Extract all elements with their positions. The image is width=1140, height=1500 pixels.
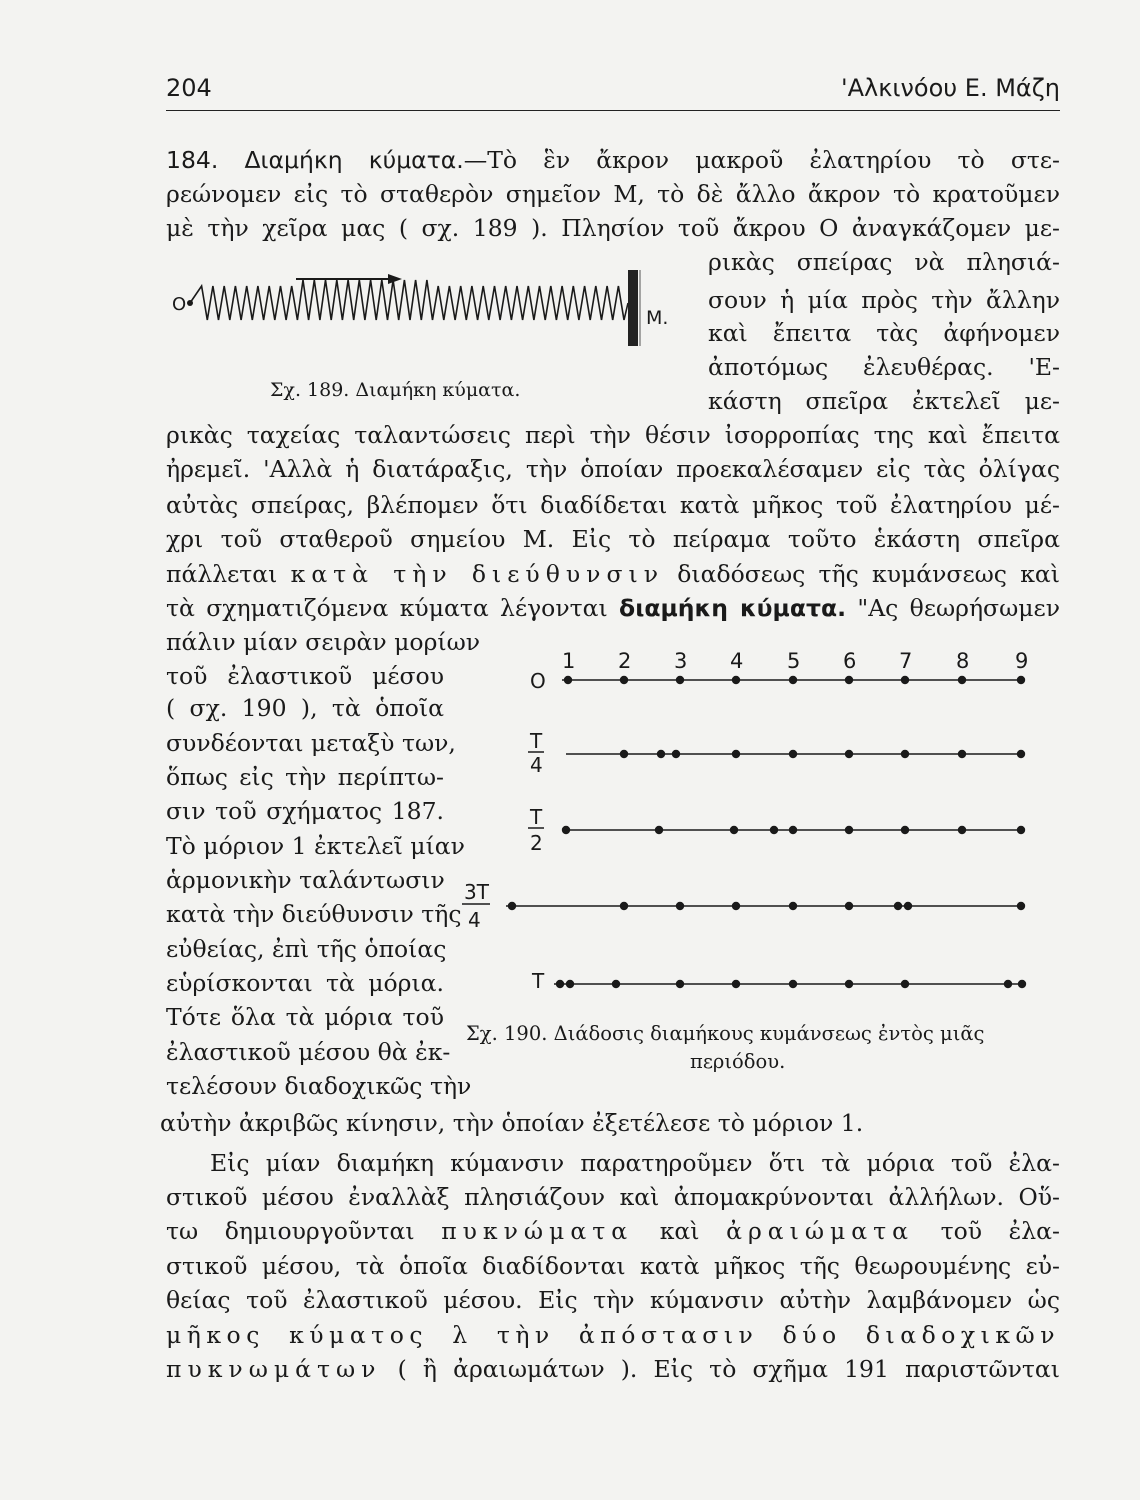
text-line [166, 591, 1060, 625]
row-label-t2-den: 2 [530, 831, 543, 855]
particle-dot [845, 902, 853, 910]
figure-189-caption: Σχ. 189. Διαμήκη κύματα. [270, 379, 521, 401]
particle-number-8: 8 [956, 649, 970, 673]
particle-dot [508, 902, 516, 910]
particle-dot [789, 902, 797, 910]
particle-dot [958, 750, 966, 758]
row-label-o: O [530, 669, 546, 693]
particle-dot [732, 750, 740, 758]
particle-dot [789, 676, 797, 684]
section-title: Διαμήκη κύματα. [244, 146, 464, 174]
text-span: "Ας θεωρήσωμεν [857, 594, 1060, 622]
particle-dot [789, 750, 797, 758]
text-line: θείας τοῦ ἐλαστικοῦ μέσου. Εἰς τὴν κύμανσιν αὐτὴν λαμβάνομεν ὡς [166, 1286, 1060, 1314]
text-span: καὶ [659, 1217, 700, 1245]
particle-dot [1017, 750, 1025, 758]
text-line [166, 1352, 1060, 1386]
particle-dot [620, 902, 628, 910]
spaced-emphasis: πυκνωμάτων [166, 1355, 382, 1383]
row-label-t4-den: 4 [530, 753, 543, 777]
particle-rows [506, 676, 1026, 988]
particle-dot [732, 676, 740, 684]
particle-dot [566, 980, 574, 988]
bold-term: διαμήκη κύματα. [619, 594, 847, 622]
particle-number-2: 2 [618, 649, 632, 673]
particle-dot [958, 676, 966, 684]
page-header [166, 70, 1060, 111]
text-line: μῆκος κύματος λ τὴν ἀπόστασιν δύο διαδοχικῶν [166, 1321, 1060, 1349]
row-label-3t4-den: 4 [468, 908, 481, 932]
particle-dot [904, 902, 912, 910]
particle-dot [845, 980, 853, 988]
particle-dot [620, 750, 628, 758]
text-line: τελέσουν διαδοχικῶς τὴν [166, 1072, 472, 1100]
text-line: Τότε ὅλα τὰ μόρια τοῦ [166, 1003, 444, 1031]
particle-dot [901, 826, 909, 834]
figure-190-caption-line2: περιόδου. [690, 1050, 786, 1073]
text-span: τὰ σχηματιζόμενα κύματα λέγονται [166, 594, 608, 622]
figure-190-diagram [456, 640, 1056, 1010]
figure-189-spring [166, 262, 686, 352]
text-line: μὲ τὴν χεῖρα μας ( σχ. 189 ). Πλησίον τοῦ ἄκρου Ο ἀναγκάζομεν με- [166, 214, 1060, 242]
text-span: διαδόσεως τῆς κυμάνσεως καὶ [677, 560, 1060, 588]
text-line: πάλιν μίαν σειρὰν μορίων [166, 628, 481, 656]
particle-dot [789, 826, 797, 834]
particle-number-1: 1 [562, 649, 576, 673]
particle-number-4: 4 [730, 649, 744, 673]
particle-number-5: 5 [787, 649, 801, 673]
text-line: ρικὰς σπείρας νὰ πλησιά- [708, 248, 1060, 276]
text-line: εὐθείας, ἐπὶ τῆς ὁποίας [166, 935, 447, 963]
particle-dot [1017, 676, 1025, 684]
particle-dot [676, 902, 684, 910]
spaced-emphasis: ἀραιώματα [726, 1217, 915, 1245]
text-line: αὐτὴν ἀκριβῶς κίνησιν, τὴν ὁποίαν ἐξετέλεσε τὸ μόριον 1. [160, 1109, 864, 1137]
text-line: ἁρμονικὴν ταλάντωσιν [166, 866, 445, 894]
text-line: σιν τοῦ σχήματος 187. [166, 797, 444, 825]
text-line: στικοῦ μέσου, τὰ ὁποῖα διαδίδονται κατὰ μῆκος τῆς θεωρουμένης εὐ- [166, 1252, 1060, 1280]
text-line: ( σχ. 190 ), τὰ ὁποῖα [166, 694, 444, 722]
text-line: κατὰ τὴν διεύθυνσιν τῆς [166, 900, 462, 928]
particle-dot [845, 676, 853, 684]
particle-dot [730, 826, 738, 834]
text-line: ρεώνομεν εἰς τὸ σταθερὸν σημεῖον Μ, τὸ δὲ ἄλλο ἄκρον τὸ κρατοῦμεν [166, 180, 1060, 208]
particle-dot [901, 750, 909, 758]
particle-dot [732, 980, 740, 988]
particle-dot [556, 980, 564, 988]
particle-dot [901, 980, 909, 988]
text-line: σουν ἡ μία πρὸς τὴν ἄλλην [708, 286, 1060, 314]
text-line [166, 557, 1060, 591]
particle-numbers [562, 649, 1028, 673]
particle-dot [1004, 980, 1012, 988]
arrow-head [388, 274, 402, 284]
particle-dot [845, 826, 853, 834]
running-head: 'Αλκινόου Ε. Μάζη [841, 74, 1060, 102]
text-line [166, 1214, 1060, 1248]
figure-190-caption-line1: Σχ. 190. Διάδοσις διαμήκους κυμάνσεως ἐντὸς μιᾶς [466, 1022, 985, 1045]
text-line [166, 143, 1060, 177]
text-line: ρικὰς ταχείας ταλαντώσεις περὶ τὴν θέσιν ἰσορροπίας της καὶ ἔπειτα [166, 421, 1060, 449]
particle-dot [1017, 902, 1025, 910]
page-number: 204 [166, 74, 212, 102]
wall-m [628, 270, 638, 346]
row-label-t: T [532, 969, 545, 993]
text-line: ὅπως εἰς τὴν περίπτω- [166, 763, 444, 791]
row-label-3t4-num: 3T [464, 880, 489, 904]
particle-dot [672, 750, 680, 758]
text-line: συνδέονται μεταξὺ των, [166, 729, 456, 757]
row-label-t4-num: T [530, 729, 543, 753]
particle-dot [894, 902, 902, 910]
text-line: εὑρίσκονται τὰ μόρια. [166, 969, 444, 997]
text-line: αὐτὰς σπείρας, βλέπομεν ὅτι διαδίδεται κατὰ μῆκος τοῦ ἐλατηρίου μέ- [166, 491, 1060, 519]
text-span: ( ἢ ἀραιωμάτων ). Εἰς τὸ σχῆμα 191 παριστῶνται [397, 1355, 1060, 1383]
text-span: πάλλεται [166, 560, 278, 588]
text-line: ἀποτόμως ἐλευθέρας. 'Ε- [708, 353, 1060, 381]
particle-dot [564, 676, 572, 684]
section-number: 184. [166, 146, 219, 174]
particle-dot [655, 826, 663, 834]
particle-dot [1018, 980, 1026, 988]
particle-dot [901, 676, 909, 684]
spring-coil [190, 280, 628, 320]
text-line: κάστη σπεῖρα ἐκτελεῖ με- [708, 387, 1060, 415]
text-line: καὶ ἔπειτα τὰς ἀφήνομεν [708, 319, 1060, 347]
particle-dot [770, 826, 778, 834]
particle-dot [732, 902, 740, 910]
particle-dot [1017, 826, 1025, 834]
text-line: ἐλαστικοῦ μέσου θὰ ἐκ- [166, 1038, 451, 1066]
row-label-t2-num: T [530, 805, 543, 829]
text-line: στικοῦ μέσου ἐναλλὰξ πλησιάζουν καὶ ἀπομακρύνονται ἀλλήλων. Οὕ- [166, 1183, 1060, 1211]
particle-dot [958, 826, 966, 834]
particle-dot [789, 980, 797, 988]
text-span: τοῦ ἐλα- [940, 1217, 1060, 1245]
particle-dot [612, 980, 620, 988]
spaced-emphasis: πυκνώματα [441, 1217, 634, 1245]
particle-dot [562, 826, 570, 834]
text-line: Τὸ μόριον 1 ἐκτελεῖ μίαν [166, 832, 465, 860]
text-line: χρι τοῦ σταθεροῦ σημείου Μ. Εἰς τὸ πείραμα τοῦτο ἑκάστη σπεῖρα [166, 525, 1060, 553]
text-span: —Τὸ ἓν ἄκρον μακροῦ ἐλατηρίου τὸ στε- [463, 146, 1060, 174]
text-line: Εἰς μίαν διαμήκη κύμανσιν παρατηροῦμεν ὅτι τὰ μόρια τοῦ ἐλα- [210, 1149, 1060, 1177]
label-o: O [172, 294, 187, 315]
particle-number-3: 3 [674, 649, 688, 673]
particle-number-6: 6 [843, 649, 857, 673]
particle-number-7: 7 [899, 649, 913, 673]
spaced-emphasis: κατὰ τὴν διεύθυνσιν [290, 560, 664, 588]
text-line: τοῦ ἐλαστικοῦ μέσου [166, 662, 444, 690]
particle-dot [845, 750, 853, 758]
particle-dot [657, 750, 665, 758]
particle-dot [676, 980, 684, 988]
particle-dot [620, 676, 628, 684]
text-line: ἠρεμεῖ. 'Αλλὰ ἡ διατάραξις, τὴν ὁποίαν προεκαλέσαμεν εἰς τὰς ὀλίγας [166, 455, 1060, 483]
particle-dot [676, 676, 684, 684]
text-span: τω δημιουργοῦνται [166, 1217, 415, 1245]
label-m: M. [646, 307, 669, 329]
particle-number-9: 9 [1015, 649, 1029, 673]
